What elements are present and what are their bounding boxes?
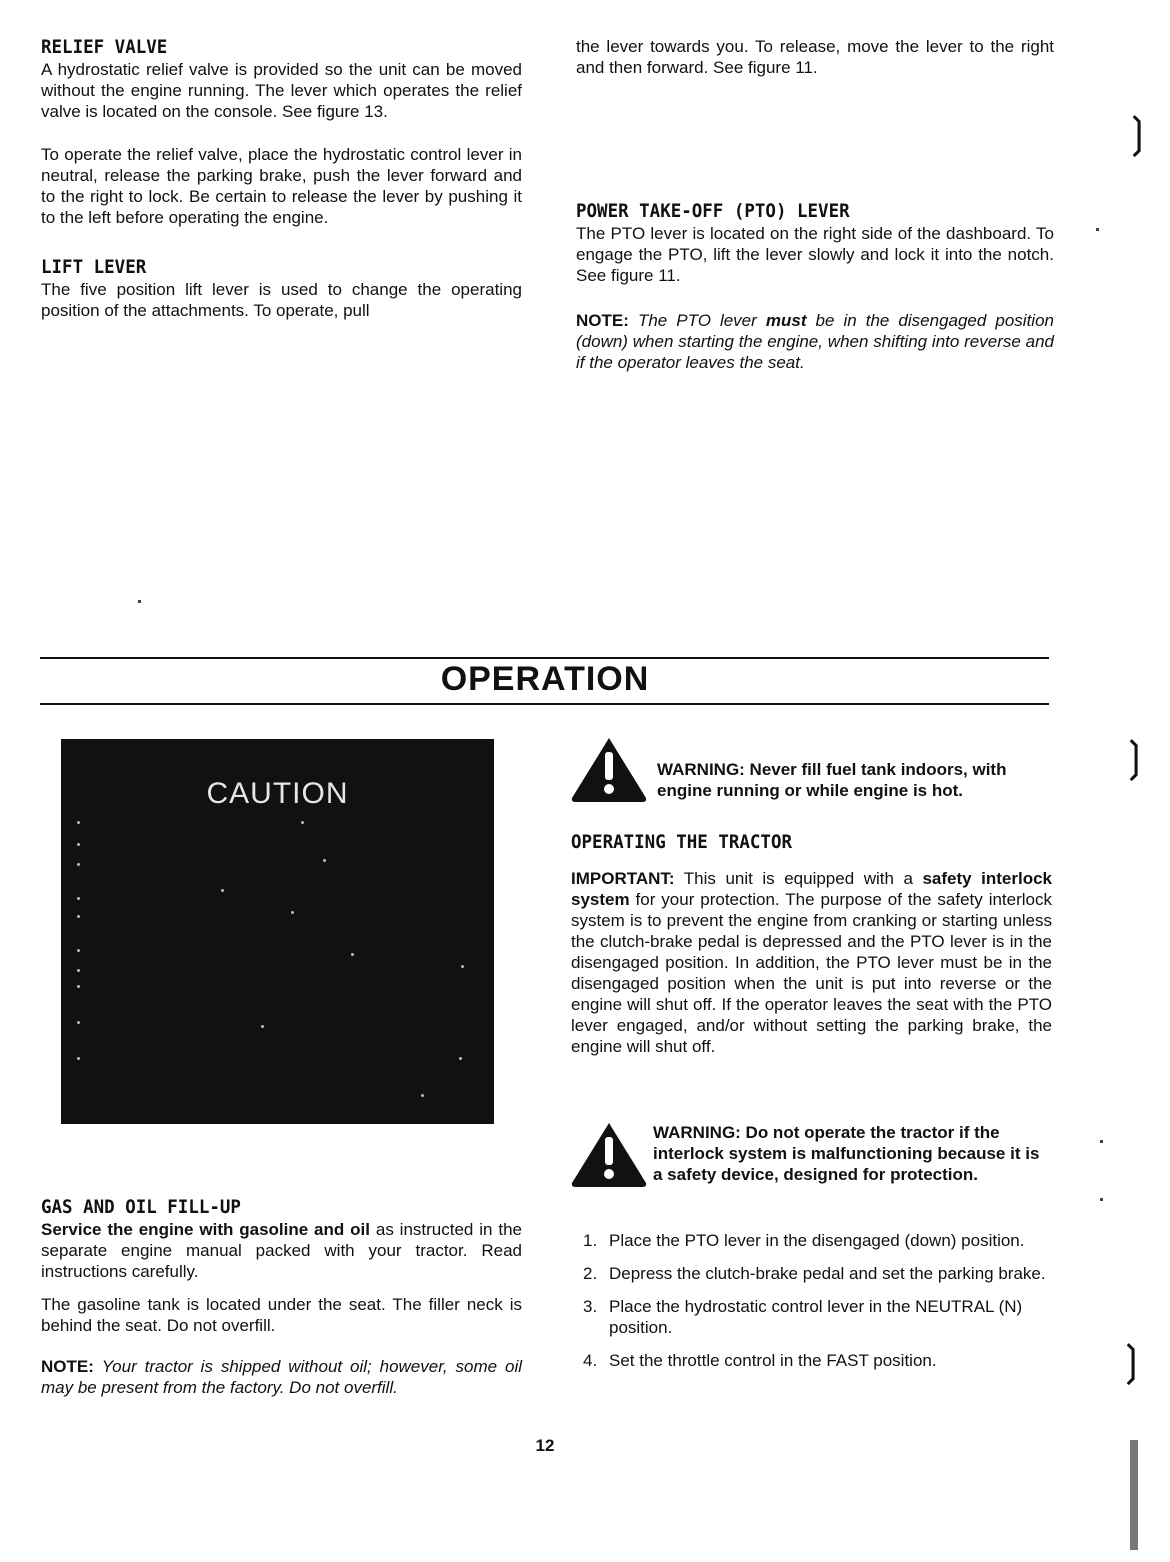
step-text: Place the hydrostatic control lever in the NEUTRAL (N) position. (609, 1297, 1023, 1337)
section-title: OPERATION (440, 660, 650, 698)
pto-note-label: NOTE: (576, 311, 629, 330)
decorative-dot (77, 949, 80, 952)
decorative-dot (301, 821, 304, 824)
decorative-dot (421, 1094, 424, 1097)
important-label: IMPORTANT: (571, 869, 675, 888)
gas-oil-heading: GAS AND OIL FILL-UP (41, 1196, 241, 1218)
caution-label: CAUTION (206, 777, 349, 810)
gas-oil-text: as instructed in the separate engine manual packed with your tractor. Read instructions carefully. (41, 1220, 522, 1281)
binder-hole-mark: ❳ (1117, 732, 1153, 781)
decorative-dot (221, 889, 224, 892)
scan-speck (1100, 1140, 1103, 1143)
decorative-dot (351, 953, 354, 956)
right-column-top (576, 36, 1054, 90)
decorative-dot (77, 1021, 80, 1024)
decorative-dot (291, 911, 294, 914)
important-text-b: for your protection. The purpose of the safety interlock system is to prevent the engine from cranking or starting unless the clutch-brake pedal is depressed and the PTO lever is in the disengaged position. In addition, the PTO lever must be in the disengaged position when the unit is put into reverse or the engine will shut off. If the operator leaves the seat with the PTO lever engaged, and/or without setting the parking brake, the engine will shut off. (571, 890, 1052, 1056)
operating-tractor-heading: OPERATING THE TRACTOR (571, 831, 793, 853)
scan-speck (138, 600, 141, 603)
relief-valve-heading: RELIEF VALVE (41, 36, 168, 58)
page-number: 12 (535, 1436, 555, 1455)
list-item (571, 1350, 1052, 1371)
decorative-dot (323, 859, 326, 862)
section-rule-top (40, 657, 1049, 659)
important-bold: safety interlock system (571, 869, 1052, 909)
decorative-dot (461, 965, 464, 968)
step-number: 2. (583, 1264, 598, 1283)
step-number: 1. (583, 1231, 598, 1250)
decorative-dot (77, 863, 80, 866)
relief-valve-paragraph-1: A hydrostatic relief valve is provided so the unit can be moved without the engine running. The lever which operates the relief valve is located on the console. See figure 13. (41, 60, 522, 121)
gas-oil-bold: Service the engine with gasoline and oil (41, 1220, 370, 1239)
warning-triangle-icon (570, 1121, 648, 1189)
decorative-dot (77, 843, 80, 846)
warning-interlock-text: WARNING: Do not operate the tractor if the interlock system is malfunctioning because it is a safety device, designed for protection. (653, 1123, 1040, 1184)
steps-list (571, 1230, 1052, 1383)
list-item (571, 1230, 1052, 1251)
operating-tractor-section (571, 831, 1052, 1069)
decorative-dot (261, 1025, 264, 1028)
pto-note-bold: must (765, 311, 807, 330)
operating-tractor-paragraph (571, 868, 1052, 1057)
binder-hole-mark: ❳ (1120, 108, 1156, 157)
pto-lever-heading: POWER TAKE-OFF (PTO) LEVER (576, 200, 850, 222)
scan-speck (1100, 1198, 1103, 1201)
step-number: 4. (583, 1351, 598, 1370)
gas-oil-note (41, 1356, 522, 1398)
lift-lever-heading: LIFT LEVER (41, 256, 147, 278)
list-item (571, 1263, 1052, 1284)
lift-lever-paragraph-continued: the lever towards you. To release, move the lever to the right and then forward. See figure 11. (576, 37, 1054, 77)
step-text: Depress the clutch-brake pedal and set the parking brake. (609, 1264, 1046, 1283)
pto-note-text-b: be in the disengaged position (down) when starting the engine, when shifting into reverse and if the operator leaves the seat. (576, 311, 1054, 372)
decorative-dot (77, 1057, 80, 1060)
gas-oil-note-label: NOTE: (41, 1357, 94, 1376)
decorative-dot (77, 897, 80, 900)
step-text: Place the PTO lever in the disengaged (down) position. (609, 1231, 1025, 1250)
binder-hole-mark: ❳ (1114, 1336, 1150, 1385)
step-text: Set the throttle control in the FAST position. (609, 1351, 937, 1370)
list-item (571, 1296, 1052, 1338)
pto-lever-paragraph-1: The PTO lever is located on the right side of the dashboard. To engage the PTO, lift the lever slowly and lock it into the notch. See figure 11. (576, 224, 1054, 285)
decorative-dot (77, 915, 80, 918)
gas-oil-section (41, 1196, 522, 1410)
gas-oil-paragraph-1 (41, 1219, 522, 1282)
pto-lever-section (576, 200, 1054, 385)
pto-lever-note (576, 310, 1054, 373)
section-rule-bottom (40, 703, 1049, 705)
decorative-dot (77, 821, 80, 824)
gas-oil-paragraph-2: The gasoline tank is located under the seat. The filler neck is behind the seat. Do not overfill. (41, 1295, 522, 1335)
gas-oil-note-text: Your tractor is shipped without oil; however, some oil may be present from the factory. Do not overfill. (41, 1357, 522, 1397)
left-column-top (41, 36, 522, 333)
warning-fuel-text: WARNING: Never fill fuel tank indoors, with engine running or while engine is hot. (657, 760, 1007, 800)
decorative-dot (459, 1057, 462, 1060)
pto-note-text-a: The PTO lever (637, 311, 757, 330)
scan-speck (1096, 228, 1099, 231)
relief-valve-paragraph-2: To operate the relief valve, place the hydrostatic control lever in neutral, release the parking brake, push the lever forward and to the right to lock. Be certain to release the lever by pushing it to the left before operating the engine. (41, 145, 522, 227)
warning-triangle-icon (570, 736, 648, 804)
important-text-a: This unit is equipped with a (683, 869, 913, 888)
scan-speck (1130, 1440, 1138, 1550)
lift-lever-paragraph-1: The five position lift lever is used to change the operating position of the attachments. To operate, pull (41, 280, 522, 320)
caution-box (61, 739, 494, 1124)
step-number: 3. (583, 1297, 598, 1316)
decorative-dot (77, 969, 80, 972)
decorative-dot (77, 985, 80, 988)
